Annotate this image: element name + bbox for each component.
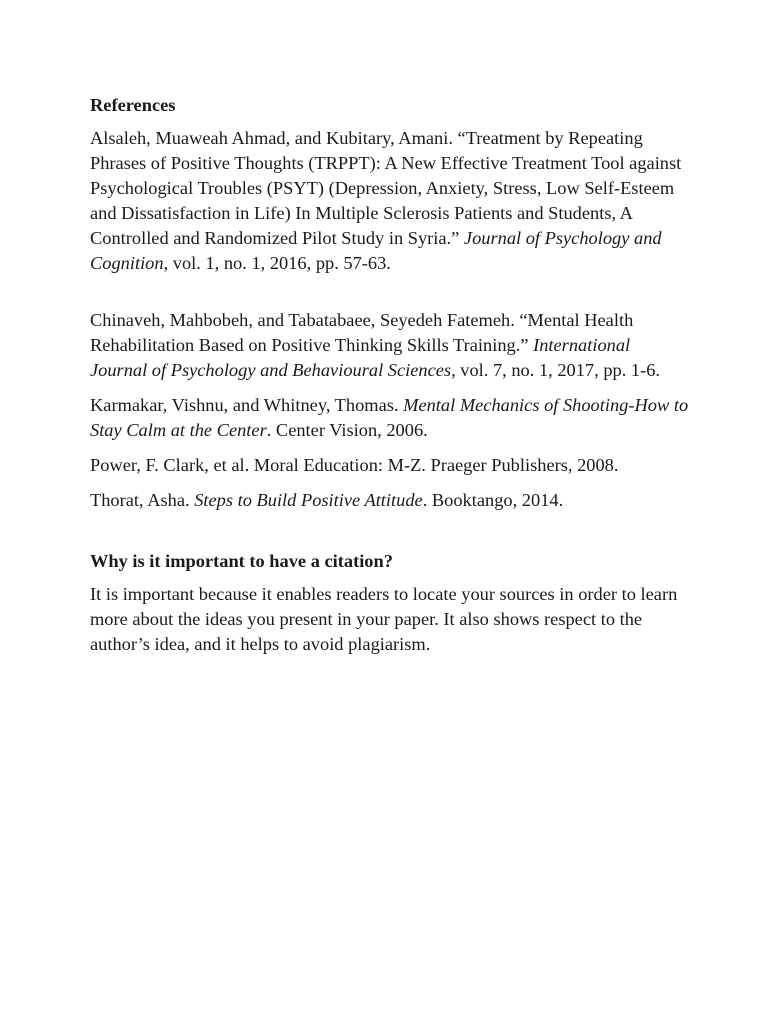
reference-details: , vol. 7, no. 1, 2017, pp. 1-6. <box>451 360 661 380</box>
reference-entry <box>90 126 690 276</box>
reference-entry <box>90 488 690 513</box>
reference-entry <box>90 393 690 443</box>
reference-details: , vol. 1, no. 1, 2016, pp. 57-63. <box>163 253 391 273</box>
reference-text: Thorat, Asha. <box>90 490 195 510</box>
reference-text: Alsaleh, Muaweah Ahmad, and Kubitary, Amani. “Treatment by Repeating Phrases of Positive Thoughts (TRPPT): A New Effective Treatment Tool against Psychological Troubles (PSYT) (Depression, Anxiety, Stress, Low Self-Esteem and Dissatisfaction in Life) In Multiple Sclerosis Patients and Students, A Controlled and Randomized Pilot Study in Syria.” <box>90 128 682 248</box>
reference-source-title: Mental Mechanics of Shooting-How to Stay Calm at the Center <box>90 395 689 440</box>
reference-text: Chinaveh, Mahbobeh, and Tabatabaee, Seyedeh Fatemeh. “Mental Health Rehabilitation Based on Positive Thinking Skills Training.” <box>90 310 634 355</box>
reference-text: Karmakar, Vishnu, and Whitney, Thomas. <box>90 395 404 415</box>
reference-entry <box>90 453 690 478</box>
reference-source-title: Steps to Build Positive Attitude <box>194 490 423 510</box>
references-heading: References <box>90 95 176 115</box>
reference-details: . Booktango, 2014. <box>422 490 564 510</box>
reference-entry <box>90 308 690 383</box>
reference-source-title: Journal of Psychology and Cognition <box>90 228 662 273</box>
reference-text: Power, F. Clark, et al. Moral Education: M-Z. Praeger Publishers, 2008. <box>90 455 619 475</box>
citation-heading: Why is it important to have a citation? <box>90 551 393 571</box>
reference-source-title: International Journal of Psychology and Behavioural Sciences <box>90 335 631 380</box>
document-page <box>90 93 690 657</box>
citation-answer: It is important because it enables readers to locate your sources in order to learn more about the ideas you present in your paper. It also shows respect to the author’s idea, and it helps to avoid plagiarism. <box>90 584 678 654</box>
reference-details: . Center Vision, 2006. <box>266 420 428 440</box>
